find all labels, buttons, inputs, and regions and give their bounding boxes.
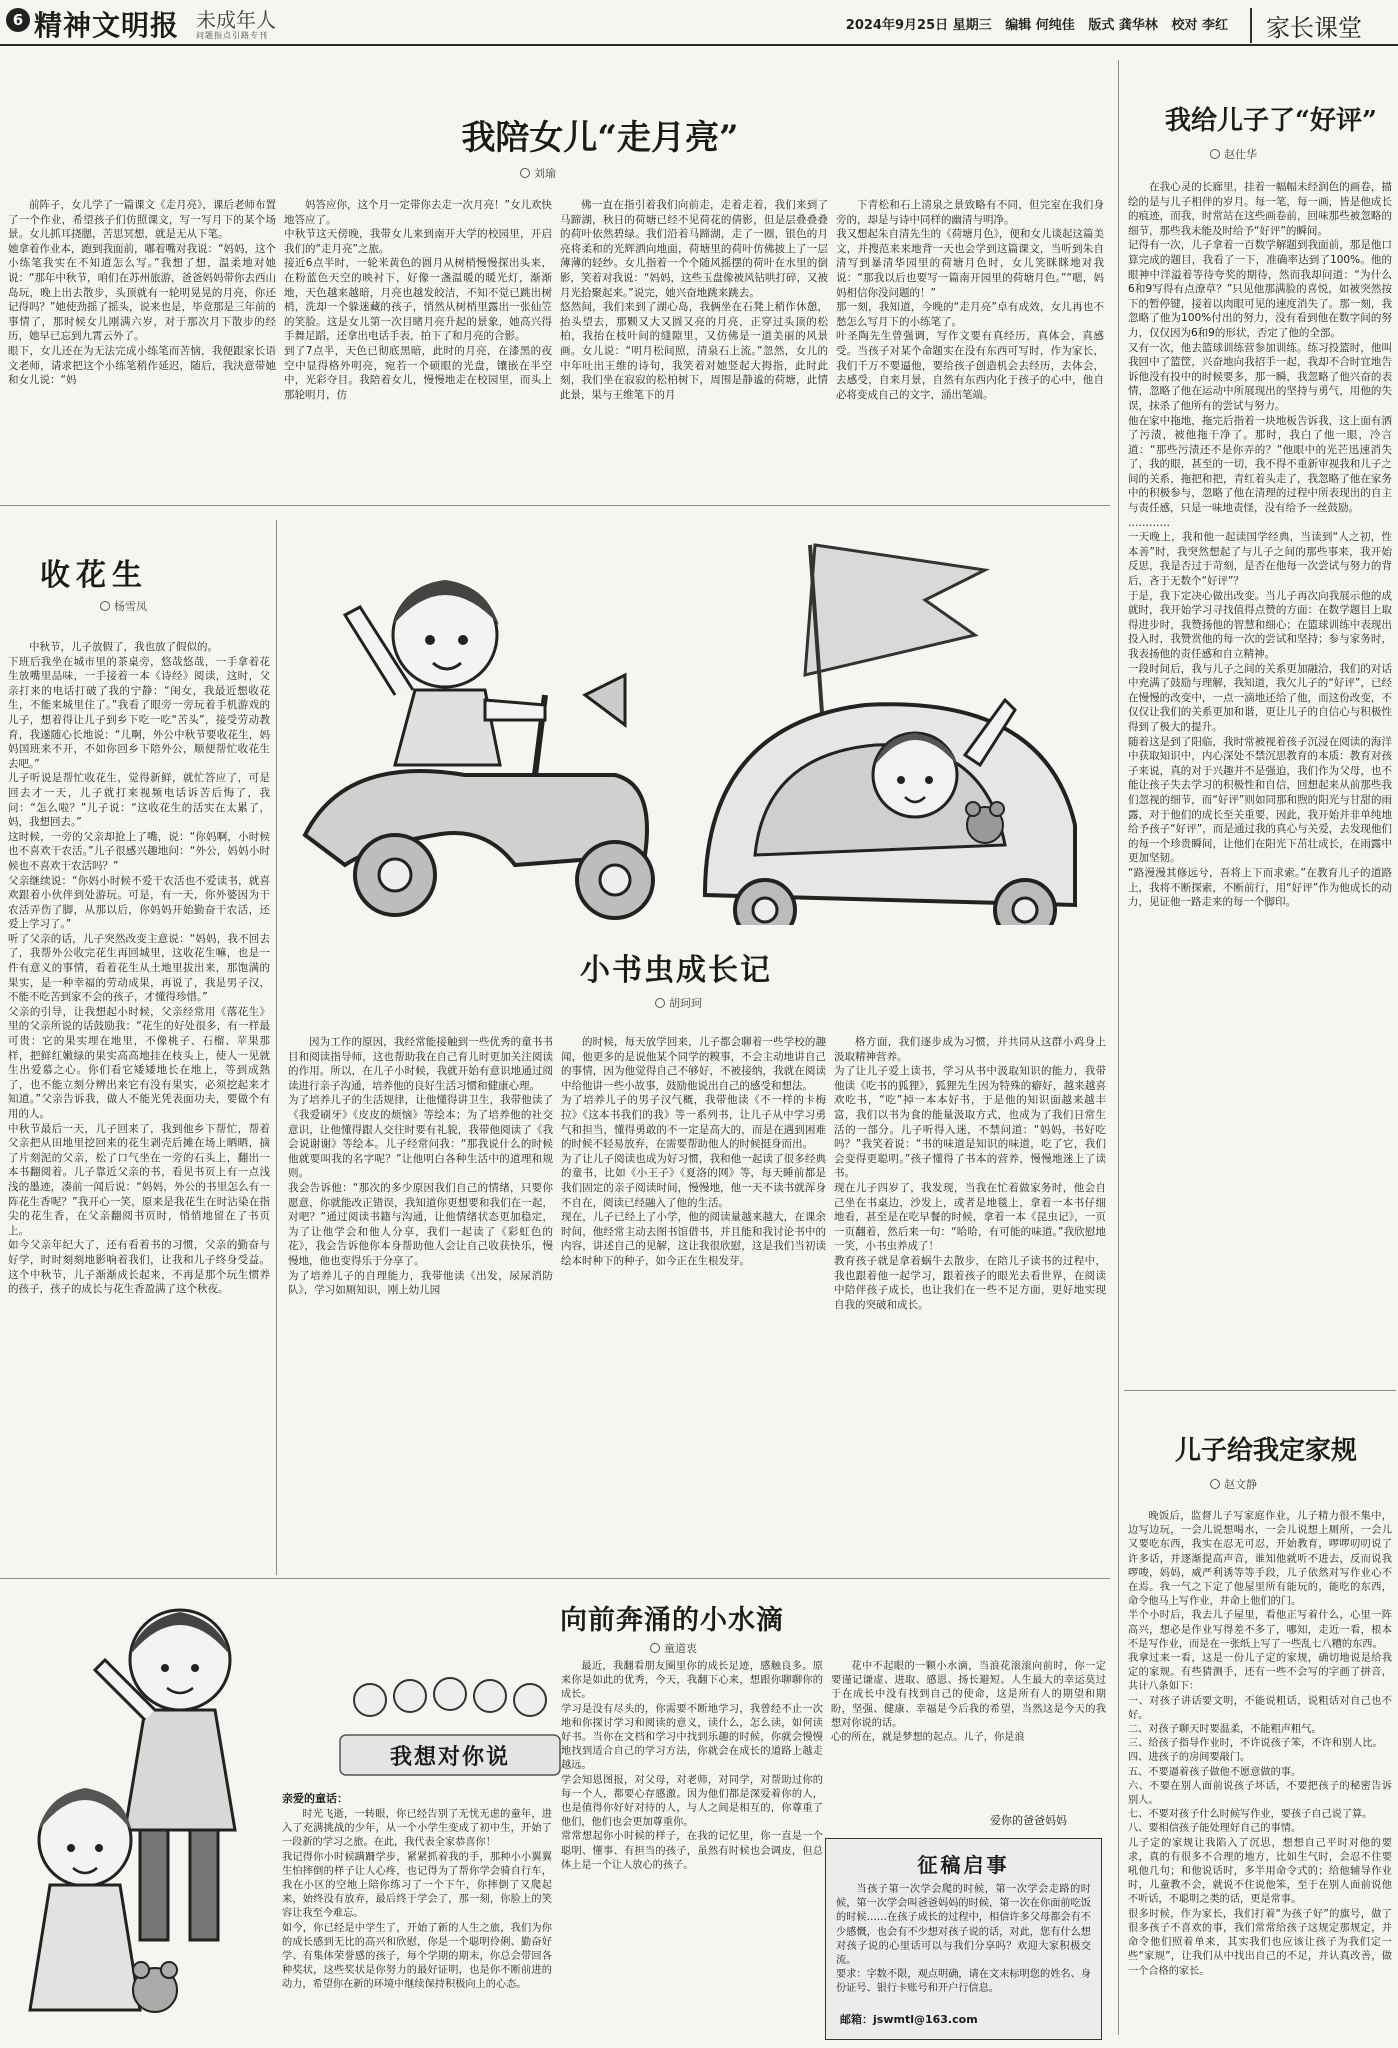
issue-weekday: 星期三 [952, 18, 992, 33]
children-illustration [5, 1590, 285, 2040]
xiaoshuchong-byline [655, 995, 702, 1011]
haoping-col [1128, 180, 1392, 1380]
shouhua-author: 杨雪凤 [114, 600, 147, 613]
zhenggao-email[interactable]: jswmtl@163.com [873, 2013, 978, 2026]
zhenggao-email-row [840, 2011, 978, 2027]
kids-vehicle-illustration [285, 525, 1115, 925]
xiaoshuidi-title: 向前奔涌的小水滴 [560, 1605, 784, 1636]
xiaoshuchong-text-2: 的时候，每天放学回来，儿子都会聊着一些学校的趣闻，他更多的是说他某个同学的糗事，不会主动地讲自己的事情，因为他觉得自己不够好，不被接纳，我就在阅读中给他讲一些小故事，鼓励他说出自己的感受和想法。 为了培养儿子的男子汉气概，我带他读《不一样的卡梅拉》《这本书我们的我》等一系列书，让儿子从中学习勇气和担当，懂得勇敢的不一定是高大的，而是在遇到困难的时候不轻易放弃，在需要帮助他人的时候挺身而出。 为了让儿子阅读也成为好习惯，我和他一起读了很多经典的童书，比如《小王子》《夏洛的网》等，每天睡前都是我们固定的亲子阅读时间，慢慢地，他一天不读书就浑身不自在，阅读已经融入了他的生活。 现在，儿子已经上了小学，他的阅读量越来越大，在课余时间，他经常主动去图书馆借书，并且能和我讨论书中的内容，讲述自己的见解，这让我很欣慰，这是我们当初读绘本时种下的种子，如今正在生根发芽。 [561, 1036, 826, 1267]
zhenggao-title: 征稿启事 [917, 1853, 1010, 1877]
haoping-author: 赵仕华 [1224, 148, 1257, 161]
xiaoshuidi-col-1 [561, 1660, 823, 2043]
moon-col-1 [8, 198, 276, 488]
header-rule [0, 44, 1398, 46]
xiangdui-text-1: 时光飞逝，一转眼，你已经告别了无忧无虑的童年，进入了充满挑战的少年，从一个小学生变成了初中生，开始了一段新的学习之旅。在此，我代表全家恭喜你！ 我记得你小时候蹒跚学步，紧紧抓着我的手，那种小小翼翼生怕摔倒的样子让人心疼，也记得为了帮你学会骑自行车，我在小区的空地上陪你练习了一个下午，你摔倒了又爬起来，始终没有放弃，最后终于学会了，那一刻，你脸上的笑容让我至今难忘。 如今，你已经是中学生了，开始了新的人生之旅，我们为你的成长感到无比的高兴和欣慰，你是一个聪明伶俐、勤奋好学、有集体荣誉感的孩子，每个学期的期末，你总会带回各种奖状，这些奖状是你努力的最好证明，也是你不断前进的动力，希望你在新的环境中继续保持积极向上的心态。 [282, 1809, 552, 1991]
shouhua-col [8, 640, 270, 1570]
xiangdui-col-1 [282, 1808, 552, 2043]
haoping-byline [1210, 146, 1257, 162]
masthead: 精神文明报 [34, 9, 180, 42]
zhenggao-body [836, 1883, 1091, 2005]
dingjiagui-byline [1210, 1476, 1257, 1492]
moon-text-4: 下青松和石上清泉之景致略有不同，但完室在我们身旁的，却是与诗中同样的幽清与明净。 我又想起朱自清先生的《荷塘月色》，便和女儿谈起这篇美文，并搜范来来地背一天也会学到这篇课文，当听到朱自清写到暴清华园里的荷塘月色时，女儿笑眯眯地对我说：“那我以后也要写一篇南开园里的荷塘月色。”“嗯，妈妈相信你没问题的！” 那一刻，我知道，今晚的“走月亮”卓有成效，女儿再也不愁怎么写月下的小练笔了。 叶圣陶先生曾强调，写作文要有真经历，真体会，真感受。当孩子对某个命题实在没有东西可写时，作为家长，我们千万不要逼他，要给孩子创造机会去经历，去体会，去感受，自来月景，自然有东西内化于孩子的心中，他自必将变成自己的文字，涌出笔端。 [836, 199, 1104, 401]
dingjiagui-text: 晚饭后，监督儿子写家庭作业，儿子精力很不集中，边写边玩，一会儿说想喝水，一会儿说想上厕所，一会儿又要吃东西，我实在忍无可忍，开始教育，啰啰叨叨说了许多话，并逐渐提高声音，谁知他就听不进去，反而说我啰唆，妈妈，威严利诱等等手段，儿子依然对写作业心不在焉。我一气之下定了他屋里所有能玩的，能吃的东西，命令他马上写作业，并命上他们的门。 半个小时后，我去儿子屋里，看他正写着什么，心里一阵高兴，想必是作业写得差不多了，哪知，走近一看，根本不是写作业，而是在一张纸上写了一些乱七八糟的东西。 我拿过来一看，这是一份儿子定的家规，确切地说是给我定的家规。有些猜测手，还有一些不会写的字画了拼音，共计八条如下： 一、对孩子讲话要文明，不能说粗话，说粗话对自己也不好。 二、对孩子聊天时要温柔，不能粗声粗气。 三、给孩子指导作业时，不许说孩子笨，不许和别人比。 四、进孩子的房间要敲门。 五、不要逼着孩子做他不愿意做的事。 六、不要在别人面前说孩子坏话，不要把孩子的秘密告诉别人。 七、不要对孩子什么时候写作业，要孩子自己说了算。 八、要相信孩子能处理好自己的事情。 儿子定的家规让我陷入了沉思，想想自己平时对他的要求，真的有很多不合理的地方，比如生气时，会忍不住要吼他几句；和他说话时，多半用命令式的；给他辅导作业时，儿童教不会，就说不住说他笨，至于在别人面前说他不听话，不聪明之类的话，更是常事。 很多时候，作为家长，我们打着“为孩子好”的旗号，做了很多孩子不喜欢的事，我们常常给孩子这规定那规定，并命令他们照着单来，其实我们也应该让孩子为我们定一些“家规”，让我们从中找出自己的不足，并认真改善，做一个合格的家长。 [1128, 1511, 1392, 1977]
editor-credit: 编辑 何纯佳 [1005, 18, 1075, 33]
xiaoshuchong-col-1 [288, 1035, 553, 1565]
haoping-bottom-rule [1124, 1390, 1396, 1391]
haoping-text: 在我心灵的长廊里，挂着一幅幅未经润色的画卷，描绘的是与儿子相伴的岁月。每一笔，每一画，皆是他成长的痕迹，而我，时常站在这些画卷前，回味那些被忽略的细节，那些我未能及时给予“好评”的瞬间。 记得有一次，儿子拿着一百数学解题到我面前，那是他口算完成的题目，我看了一下，准确率达到了100%。他的眼神中洋溢着等待夸奖的期待，然而我却问道：“为什么6和9写得有点潦草？”只见他那满脸的喜悦，如被突然按下的暂停键，接着以肉眼可见的速度消失了。那一刻，我忽略了他为100%付出的努力，没有看到他在数字间的努力，仅仅因为6和9的形状，否定了他的全部。 又有一次，他去篮球训练营参加训练。练习投篮时，他叫我回中了篮筐，兴奋地向我招手一起，我却不合时宜地告诉他没有投中的时候要多，那一瞬，我忽略了他兴奋的表情，忽略了他在运动中所展现出的坚持与勇气，用他的失误，抹杀了他所有的尝试与努力。 他在家中拖地，拖完后指着一块地板告诉我，这上面有洒了污渍，被他拖干净了。那时，我白了他一眼，冷言道：“那些污渍还不是你弄的？”他眼中的光芒迅速消失了，我的眼，甚至的一切，我不得不重新审视我和儿子之间的关系，拖把和把，青红着头走了，我忽略了他在家务中的积极参与，忽略了他在清理的过程中所表现出的自主与责任感，只是一味地责怪，没有给予一丝鼓励。 ………… 一天晚上，我和他一起读国学经典，当读到“人之初，性本善”时，我突然想起了与儿子之间的那些事来，我开始反思，我是否过于苛刻，是否在他每一次尝试与努力的背后，吝于无数个“好评”？ 于是，我下定决心做出改变。当儿子再次向我展示他的成就时，我开始学习寻找值得点赞的方面：在数学题目上取得进步时，我赞扬他的智慧和细心；在篮球训练中表现出投入时，我赞赏他的每一次的尝试和坚持；参与家务时，我表扬他的责任感和自立精神。 一段时间后，我与儿子之间的关系更加融洽，我们的对话中充满了鼓励与理解，我知道，我欠儿子的“好评”，已经在慢慢的改变中，一点一滴地还给了他，而这份改变，不仅仅让我们的关系更加和谐，更让儿子的自信心与积极性得到了极大的提升。 随着这是到了阳临，我时常被视着孩子沉浸在阅读的海洋中获取知识中，内心深处不禁沉思教育的本质：教育对孩子来说，真的对于兴趣并不是强迫，我们作为父母，也不能让孩子失去学习的积极性和自信，回想起来从前那些我们忽视的细节，而“好评”则如同那和煦的阳光与甘甜的雨露，对于他们的成长至关重要，因此，我开始并非单纯地给予孩子“好评”，而是通过我的真心与关爱，去发现他们的每一个珍贵瞬间，让他们在阳光下茁壮成长，在雨露中更加坚韧。 “路漫漫其修远兮，吾将上下而求索。”在教育儿子的道路上，我将不断探索，不断前行，用“好评”作为他成长的动力，见证他一路走来的每一个脚印。 [1128, 181, 1392, 909]
supplement-title: 未成年人 [196, 8, 276, 32]
shouhua-title: 收花生 [40, 558, 148, 593]
dingjiagui-author: 赵文静 [1224, 1478, 1257, 1491]
xiaoshuchong-col-2 [561, 1035, 826, 1565]
zhenggao-email-label: 邮箱： [840, 2013, 873, 2026]
xiaoshuchong-text-1: 因为工作的原因，我经常能接触到一些优秀的童书书目和阅读指导师，这也帮助我在自己育儿时更加关注阅读的作用。所以，在儿子小时候，我就开始有意识地通过阅读进行亲子沟通，培养他的良好生活习惯和健康心理。 为了培养儿子的生活规律，让他懂得讲卫生，我带他读了《我爱刷牙》《皮皮的烦恼》等绘本；为了培养他的社交意识，让他懂得跟人交往时要有礼貌，我带他阅读了《我会说谢谢》等绘本。儿子经常问我：“那我说什么的时候他就要叫我的名字呢？”让他明白各种生活中的道理和规则。 我会告诉他：“那次的多少原因我们自己的情绪，只要你愿意，你就能改正错误，我知道你更想要和我们在一起，对吧？”通过阅读书籍与沟通，让他情绪状态更加稳定，为了让他学会和他人分享，我们一起读了《彩虹色的花》，我会告诉他你本身帮助他人会让自己收获快乐，慢慢地，他也变得乐于分享了。 为了培养儿子的自理能力，我带他读《出发，尿尿消防队》，学习如厕知识，刚上幼儿园 [288, 1036, 553, 1297]
moon-byline [520, 165, 556, 181]
shouhua-right-rule [276, 520, 277, 1575]
dingjiagui-col [1128, 1510, 1392, 2040]
moon-text-1: 前阵子，女儿学了一篇课文《走月亮》，课后老师布置了一个作业，希望孩子们仿照课文，写一写月下的某个场景。女儿抓耳挠腮，苦思冥想，就是无从下笔。 她拿着作业本，跑到我面前，嘟着嘴对我说：“妈妈，这个小练笔我实在不知道怎么写。”我想了想，温柔地对她说：“那年中秋节，咱们在苏州旅游，爸爸妈妈带你去西山岛玩，晚上出去散步，头顶就有一轮明晃晃的月亮，你还记得吗？”她使劲摇了摇头，说来也是，毕竟那是三年前的事情了，那时候女儿刚满六岁，对于那次月下散步的经历，她早已忘到九霄云外了。 眼下，女儿还在为无法完成小练笔而苦恼，我便跟家长语文老师，请求把这个小练笔稍作延迟，随后，我決意带她和女儿说：“妈 [8, 199, 276, 387]
xiaoshuidi-col-2 [831, 1660, 1106, 1800]
xiaoshuidi-text-2: 花中不起眼的一颗小水滴，当浪花滚滚向前时，你一定要谨记谦虚、进取、感恩、扬长避短。人生最大的幸运莫过于在成长中没有找到自己的使命，这是所有人的期望和期盼，坚强、健康、幸福是今后我的希望，当然这是今天的我想对你说的话。 心的所在，就是梦想的起点。儿子，你是浪 [831, 1661, 1106, 1744]
issue-meta [846, 14, 1228, 33]
xiaoshuchong-title: 小书虫成长记 [580, 953, 772, 988]
zhenggao-text: 当孩子第一次学会爬的时候，第一次学会走路的时候，第一次学会叫爸爸妈妈的时候，第一次在你面前吃饭的时候……在孩子成长的过程中，相信许多父母都会有不少感慨，也会有不少想对孩子说的话，对此，您有什么想对孩子说的心里话可以与我们分享吗？欢迎大家积极交流。 要求：字数不限，观点明确，请在文末标明您的姓名、身份证号、银行卡账号和开户行信息。 [836, 1884, 1091, 1995]
xiangdui-greeting: 亲爱的童话： [282, 1792, 348, 1805]
supplement-subtitle: 问题指点引路专刊 [196, 31, 268, 40]
layout-credit: 版式 龚华林 [1088, 18, 1158, 33]
xiaoshuchong-author: 胡珂珂 [669, 997, 702, 1010]
xiangdui-signature: 爱你的爸爸妈妈 [990, 1814, 1067, 1827]
xiaoshuchong-col-3 [834, 1035, 1106, 1565]
column-name: 家长课堂 [1250, 8, 1362, 43]
dingjiagui-title: 儿子给我定家规 [1175, 1436, 1358, 1466]
proof-credit: 校对 李红 [1171, 18, 1228, 33]
xiangdui-banner [330, 1660, 570, 1785]
zhenggao-box [825, 1838, 1102, 2040]
moon-col-4 [836, 198, 1104, 488]
xiaoshuidi-author: 童道衷 [664, 1642, 697, 1655]
moon-bottom-rule [0, 505, 1110, 506]
right-column-rule [1118, 60, 1119, 2035]
moon-col-2 [284, 198, 552, 488]
xiaoshuchong-bottom-rule [0, 1578, 1110, 1579]
moon-text-3: 佛一直在指引着我们向前走，走着走着，我们来到了马蹄湖，秋日的荷塘已经不见荷花的倩影，但是层叠叠叠的荷叶依然碧绿。我们沿着马蹄湖，走了一圈，银色的月亮将柔和的光辉洒向地面，荷塘里的荷叶仿佛披上了一层薄薄的轻纱。女儿指着一个个随风摇摆的荷叶在水里的倒影，笑着对我说：“妈妈，这些玉盘像被风钻哄打碎，又被月光拾聚起来。”说完，她兴奋地跳来跳去。 悠然间，我们来到了湖心岛，我俩坐在石凳上稍作休憩，抬头望去，那颗又大又圆又亮的月亮，正穿过头顶的松柏，我抬在枝叶间的缝隙里，又仿佛是一道美丽的风景画。女儿说：“明月松间照，清泉石上流。”忽然，女儿的中年吐出王维的诗句，我笑着对她竖起大拇指，此时此刻，我们坐在寂寂的松柏树下，周围是静谧的荷塘，此情此景，果与王维笔下的月 [560, 199, 828, 401]
shouhua-byline [100, 598, 147, 614]
moon-title: 我陪女儿“走月亮” [461, 118, 739, 158]
moon-text-2: 妈答应你，这个月一定带你去走一次月亮！”女儿欢快地答应了。 中秋节这天傍晚，我带女儿来到南开大学的校园里，开启我们的“走月亮”之旅。 接近6点半时，一轮米黄色的圆月从树梢慢慢探出头来，在粉蓝色天空的映衬下，好像一盏温暖的暖光灯，渐渐地，天色越来越暗，月亮也越发皎洁，不知不觉已跳出树梢，洗却一个躲迷藏的孩子，悄然从树梢里露出一张仙笠的笑脸。这是女儿第一次目睹月亮升起的景象，她高兴得手舞足蹈，还拿出电话手表，拍下了和月亮的合影。 到了7点半，天色已彻底黑暗，此时的月亮，在漆黑的夜空中显得格外明亮，宛若一个硕眼的光盘，镶嵌在半空中，光彩夺目。我陪着女儿，慢慢地走在校园里，而头上那轮明月，仿 [284, 199, 552, 401]
moon-author: 刘瑜 [534, 167, 556, 180]
shouhua-text: 中秋节，儿子放假了，我也放了假似的。 下班后我坐在城市里的茶桌旁，悠哉悠哉，一手拿着花生放嘴里品味，一手接着一本《诗经》阅读，这时，父亲打来的电话打破了我的宁静：“闺女，我最近想收花生，不能来城里住了。”我看了眼旁一旁玩着手机游戏的儿子，想着得让儿子到乡下吃一吃“苦头”，接受劳动教育，我遂随心长地说：“儿啊，外公中秋节要收花生，妈妈国班来不开，不如你回乡下陪外公，顺便帮忙收花生去吧。” 儿子听说是帮忙收花生，觉得新鲜，就忙答应了，可是回去才一天，儿子就打来视频电话诉苦后悔了，我问：“怎么啦？”儿子说：“这收花生的活实在太累了，妈，我想回去。” 这时候，一旁的父亲却抢上了嘴，说：“你妈啊，小时候也不喜欢干农活。”儿子很感兴趣地问：“外公，妈妈小时候也不喜欢干农活吗？” 父亲继续说：“你妈小时候不爱干农活也不爱读书，就喜欢跟着小伙伴到处游玩。可是，有一天，你外婆因为干农活弄伤了脚，从那以后，你妈妈开始勤奋干农活，还爱上学习了。” 听了父亲的话，儿子突然改变主意说：“妈妈，我不回去了，我帮外公收完花生再回城里，这收花生嘛，也是一件有意义的事情，看着花生从土地里拔出来，那饱满的果实，是一种幸福的劳动成果，再说了，我是男子汉，不能不吃苦到家不会的孩子，才懂得珍惜。” 父亲的引导，让我想起小时候，父亲经常用《落花生》里的父亲所说的话鼓励我：“花生的好处很多，有一样最可贵：它的果实埋在地里，不像桃子、石榴、苹果那样，把鲜红嫩绿的果实高高地挂在枝头上，使人一见就生出爱慕之心。你们看它矮矮地长在地上，等到成熟了，也不能立刻分辨出来它有没有果实，必须挖起来才知道。”父亲告诉我，做人不能光凭表面功夫，要做个有用的人。 中秋节最后一天，儿子回来了，我到他乡下帮忙，帮着父亲把从田地里挖回来的花生剥壳后摊在场上晒晒，摘了片刻泥的父亲，松了口气坐在一旁的石头上，翻出一本书翻阅着。儿子靠近父亲的书，看见书页上有一点浅浅的墨迹，凑前一闻后说：“妈妈，外公的书里怎么有一阵花生香呢？”我开心一笑，原来是我花生在时沾染在指尖的花生香，在父亲翻阅书页时，悄悄地留在了书页上。 如今父亲年纪大了，还有看着书的习惯，父亲的勤奋与好学，时时刻刻地影响着我们，让我和儿子终身受益。这个中秋节，儿子渐渐成长起来，不再是那个玩生惯养的孩子，孩子的成长与花生香盈满了这个秋夜。 [8, 641, 270, 1296]
xiaoshuchong-text-3: 格方面，我们逐步成为习惯，并共同从这群小鸡身上汲取精神营养。 为了让儿子爱上读书，学习从书中汲取知识的能力，我带他读《吃书的狐狸》，狐狸先生因为特殊的癖好，越来越喜欢吃书，“吃”掉一本本好书，于是他的知识面越来越丰富，我们以书为食的能量汲取方式，也成为了我们日常生活的一部分。儿子听得入迷，不禁问道：“妈妈，书好吃吗？”我笑着说：“书的味道是知识的味道，吃了它，我们会变得更聪明。”孩子懂得了书本的营养，慢慢地迷上了读书。 现在儿子四岁了，我发现，当我在忙着做家务时，他会自己坐在书桌边，沙发上，或者是地毯上，拿着一本书仔细地看，甚至是在吃早餐的时候，拿着一本《昆虫记》，一页一页翻着，然后来一句：“哈哈，有可能的味道。”我欣慰地一笑，小书虫养成了！ 教育孩子就是拿着蜗牛去散步，在陪儿子读书的过程中，我也跟着他一起学习，跟着孩子的眼光去看世界，在阅读中陪伴孩子成长，也让我们在一些不足方面，更好地实现自我的突破和成长。 [834, 1036, 1106, 1311]
page-number: 6 [6, 8, 30, 32]
xiaoshuidi-byline [650, 1640, 697, 1656]
xiangdui-title: 我想对你说 [389, 1744, 510, 1770]
issue-date: 2024年9月25日 [845, 18, 949, 33]
xiaoshuidi-text-1: 最近，我翻看朋友圈里你的成长足迹，感触良多。原来你是如此的优秀，今天，我翻下心来，想跟你聊聊你的成长。 学习是没有尽头的，你需要不断地学习，我曾经不止一次地和你探讨学习和阅读的意义，读什么，怎么读，如何读好书。当你在文档和学习中找到乐趣的时候，你就会慢慢地找到适合自己的学习方法，你就会在成长的道路上越走越远。 学会知恩图报，对父母，对老师，对同学，对帮助过你的每一个人，都要心存感激。因为他们都是深爱着你的人，也是值得你好好对待的人，与人之间是相互的，你尊重了他们，他们也会更加尊重你。 常常想起你小时候的样子，在我的记忆里，你一直是一个聪明、懂事、有担当的孩子，虽然有时候也会调皮，但总体上是一个让人放心的孩子。 [561, 1661, 823, 1871]
moon-col-3 [560, 198, 828, 488]
haoping-title: 我给儿子了“好评” [1165, 106, 1377, 136]
